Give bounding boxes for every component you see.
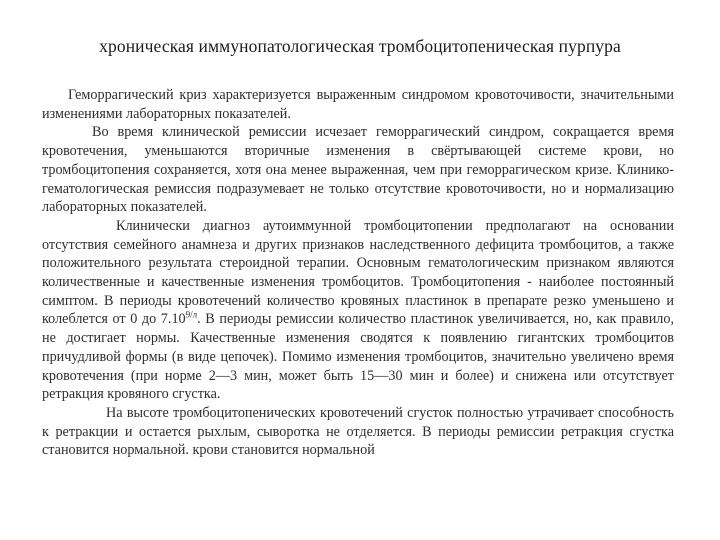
diagnosis-text-end: . В периоды ремиссии количество пластинок увеличивается, но, как правило, не достигает нормы. Качественные изменения сводятся к появлению гигантских тромбоцитов причудливой формы (в виде цепочек). Помимо изменения тромбоцитов, значительно увеличено время кровотечения (при норме 2—3 мин, может быть 15—30 мин и более) и снижена или отсутствует ретракция кровяного сгустка. [42, 311, 675, 403]
slide-body [42, 86, 674, 460]
slide-title: хроническая иммунопатологическая тромбоцитопеническая пурпура [99, 36, 621, 56]
paragraph-diagnosis [42, 217, 674, 404]
platelet-unit-superscript: 9/л [185, 309, 198, 320]
paragraph-clinical-remission: Во время клинической ремиссии исчезает геморрагический синдром, сокращается время кровотечения, уменьшаются вторичные изменения в свёртывающей системе крови, но тромбоцитопения сохраняется, хотя она менее выраженная, чем при геморрагическом кризе. Клинико-гематологическая ремиссия подразумевает не только отсутствие кровоточивости, но и нормализацию лабораторных показателей. [42, 124, 674, 216]
paragraph-clot-retraction: На высоте тромбоцитопенических кровотечений сгусток полностью утрачивает способность к ретракции и остается рыхлым, сыворотка не отделяется. В периоды ремиссии ретракция сгустка становится нормальной. крови становится нормальной [42, 404, 674, 459]
diagnosis-text-start: Клинически диагноз аутоиммунной тромбоцитопении предполагают на основании отсутствия семейного анамнеза и других признаков наследственного дефицита тромбоцитов, а также положительного результата стероидной терапии. Основным гематологическим признаком являются количественные и качественные изменения тромбоцитов. Тромбоцитопения - наиболее постоянный симптом. В периоды кровотечений количество кровяных пластинок в препарате резко уменьшено и колеблется от 0 до 7.10 [42, 217, 674, 328]
paragraph-hemorrhagic-crisis: Геморрагический криз характеризуется выраженным синдромом кровоточивости, значительными изменениями лабораторных показателей. [42, 87, 674, 122]
